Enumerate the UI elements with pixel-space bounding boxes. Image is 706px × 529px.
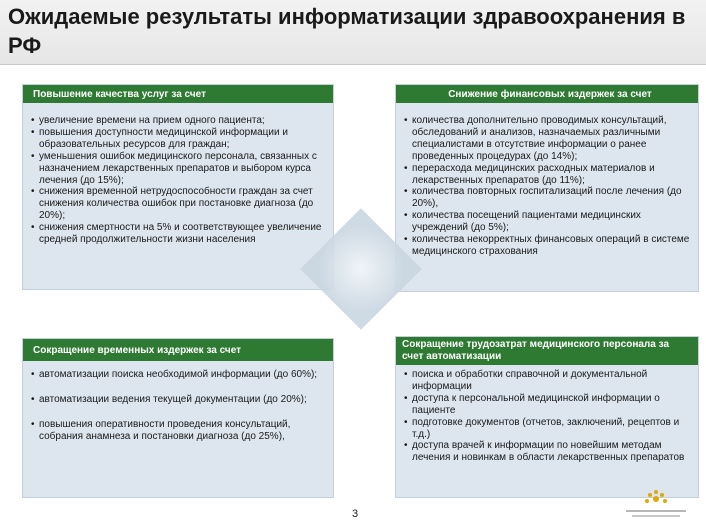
list-item: • количества некорректных финансовых операций в системе медицинского страхования xyxy=(404,234,694,258)
list-item: • доступа врачей к информации по новейшим методам лечения и новинкам в области лекарственных препаратов xyxy=(404,440,694,464)
list-item: • снижения временной нетрудоспособности граждан за счет снижения количества ошибок при постановке диагноза (до 20%); xyxy=(31,186,323,222)
quadrant-time xyxy=(22,338,334,498)
quadrant-labor xyxy=(395,336,699,498)
list-item: • количества дополнительно проводимых консультаций, обследований и анализов, назначаемых различными специалистами в отсутствие информации о ранее проведенных процедурах (до 14%); xyxy=(404,115,694,163)
title-bar xyxy=(0,0,706,65)
list-item: • доступа к персональной медицинской информации о пациенте xyxy=(404,393,694,417)
list-item: • снижения смертности на 5% и соответствующее увеличение средней продолжительности жизни населения xyxy=(31,222,323,246)
list-item: • количества посещений пациентами медицинских учреждений (до 5%); xyxy=(404,210,694,234)
quadrant-header: Снижение финансовых издержек за счет xyxy=(396,85,698,103)
list-item: • увеличение времени на прием одного пациента; xyxy=(31,115,323,127)
list-item: • поиска и обработки справочной и документальной информации xyxy=(404,369,694,393)
list-item: • количества повторных госпитализаций после лечения (до 20%), xyxy=(404,186,694,210)
list-item: • автоматизации поиска необходимой информации (до 60%); xyxy=(31,369,323,381)
quadrant-list xyxy=(404,115,694,258)
quadrant-list xyxy=(31,115,323,246)
quadrant-header: Сокращение трудозатрат медицинского персонала за счет автоматизации xyxy=(396,337,698,365)
list-item: • повышения оперативности проведения консультаций, собрания анамнеза и постановки диагноза (до 25%), xyxy=(31,419,323,443)
list-item: • повышения доступности медицинской информации и образовательных ресурсов для граждан; xyxy=(31,127,323,151)
page-title: Ожидаемые результаты информатизации здравоохранения в РФ xyxy=(8,4,686,58)
page-number: 3 xyxy=(351,508,359,520)
quadrant-quality xyxy=(22,84,334,290)
quadrant-header: Сокращение временных издержек за счет xyxy=(23,339,333,361)
quadrant-list xyxy=(404,369,694,464)
list-item: • подготовке документов (отчетов, заключений, рецептов и т.д.) xyxy=(404,417,694,441)
list-item: • уменьшения ошибок медицинского персонала, связанных с назначением лекарственных препаратов и выбором курса лечения (до 15%); xyxy=(31,151,323,187)
quadrant-list xyxy=(31,369,323,443)
list-item: • перерасхода медицинских расходных материалов и лекарственных препаратов (до 11%); xyxy=(404,163,694,187)
list-item: • автоматизации ведения текущей документации (до 20%); xyxy=(31,394,323,406)
quadrant-financial xyxy=(395,84,699,292)
company-logo xyxy=(612,486,700,524)
quadrant-header: Повышение качества услуг за счет xyxy=(23,85,333,103)
